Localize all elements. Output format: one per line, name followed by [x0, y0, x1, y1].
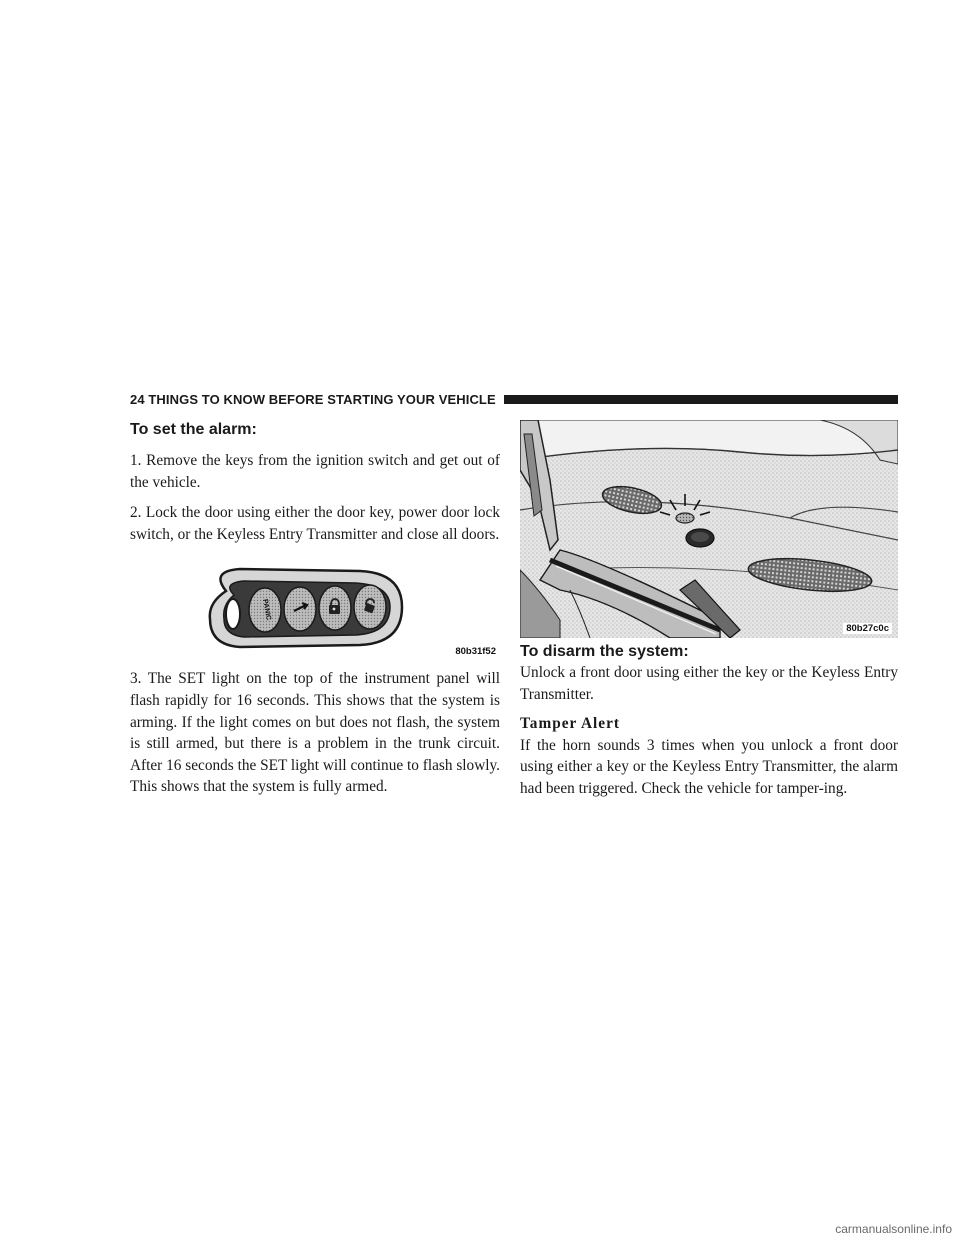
tamper-alert-text: If the horn sounds 3 times when you unlock a front door using either a key or the Keyless Entry Transmitter, the alarm had been triggered. Check the vehicle for tamper-ing. — [520, 736, 898, 797]
unlock-button — [354, 585, 386, 629]
instrument-panel-figure-code: 80b27c0c — [843, 623, 892, 634]
step-1-text: 1. Remove the keys from the ignition switch and get out of the vehicle. — [130, 452, 500, 491]
header-rule — [504, 395, 898, 404]
disarm-text: Unlock a front door using either the key or the Keyless Entry Transmitter. — [520, 664, 898, 703]
trunk-button — [284, 587, 316, 631]
instrument-panel-figure — [520, 420, 898, 638]
page-header-text: 24 THINGS TO KNOW BEFORE STARTING YOUR VEHICLE — [130, 391, 496, 407]
right-column — [520, 420, 898, 800]
key-fob-figure — [130, 557, 500, 661]
lock-button — [319, 586, 351, 630]
panic-label: PANIC — [261, 599, 272, 622]
key-fob-illustration — [130, 557, 500, 661]
step-3-text: 3. The SET light on the top of the instrument panel will flash rapidly for 16 seconds. This shows that the system is arming. If the light comes on but does not flash, the system is still armed, but there is a problem in the trunk circuit. After 16 seconds the SET light will continue to flash slowly. This shows that the system is fully armed. — [130, 670, 500, 796]
key-fob-figure-code: 80b31f52 — [455, 646, 496, 658]
tamper-alert-subhead: Tamper Alert — [520, 715, 620, 733]
step-2-text: 2. Lock the door using either the door key, power door lock switch, or the Keyless Entry Transmitter and close all doors. — [130, 504, 500, 543]
panic-button — [249, 588, 281, 632]
left-column — [130, 420, 500, 798]
instrument-panel-illustration — [520, 420, 898, 638]
watermark: carmanualsonline.info — [835, 1222, 952, 1236]
set-alarm-heading: To set the alarm: — [130, 421, 257, 438]
disarm-heading: To disarm the system: — [520, 643, 689, 660]
page-header — [130, 391, 898, 407]
